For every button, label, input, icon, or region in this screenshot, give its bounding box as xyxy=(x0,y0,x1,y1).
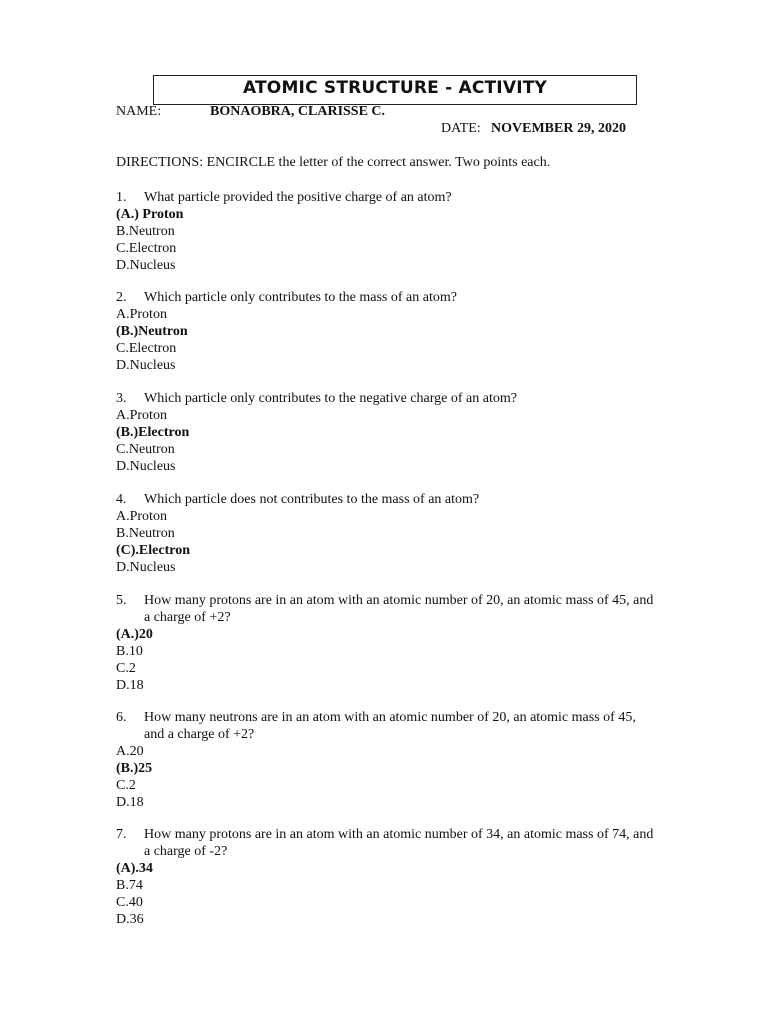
option-d[interactable]: D.Nucleus xyxy=(116,459,176,474)
option-c[interactable]: C.Neutron xyxy=(116,442,175,457)
option-a[interactable]: A.Proton xyxy=(116,509,167,524)
question-text: Which particle does not contributes to the mass of an atom? xyxy=(144,492,480,507)
option-c[interactable]: C.40 xyxy=(116,895,143,910)
option-d[interactable]: D.18 xyxy=(116,678,144,693)
question-text: How many protons are in an atom with an atomic number of 20, an atomic mass of 45, and a charge of +2? xyxy=(144,593,654,625)
option-b[interactable]: B.Neutron xyxy=(116,224,175,239)
question-3 xyxy=(116,390,656,475)
name-value: BONAOBRA, CLARISSE C. xyxy=(210,104,386,119)
date-label: DATE: xyxy=(441,121,481,136)
option-d[interactable]: D.36 xyxy=(116,912,144,927)
question-text: Which particle only contributes to the negative charge of an atom? xyxy=(144,391,517,406)
directions-text: DIRECTIONS: ENCIRCLE the letter of the correct answer. Two points each. xyxy=(116,155,551,170)
question-number: 6. xyxy=(116,710,127,725)
option-a-correct[interactable]: (A.)20 xyxy=(116,627,153,642)
option-a[interactable]: A.Proton xyxy=(116,408,167,423)
option-c[interactable]: C.2 xyxy=(116,778,136,793)
option-b[interactable]: B.Neutron xyxy=(116,526,175,541)
date-value: NOVEMBER 29, 2020 xyxy=(491,121,626,136)
question-number: 2. xyxy=(116,290,127,305)
option-b[interactable]: B.74 xyxy=(116,878,143,893)
option-c-correct[interactable]: (C).Electron xyxy=(116,543,190,558)
option-d[interactable]: D.Nucleus xyxy=(116,560,176,575)
option-d[interactable]: D.18 xyxy=(116,795,144,810)
question-4 xyxy=(116,491,656,576)
question-text: How many neutrons are in an atom with an atomic number of 20, an atomic mass of 45, and a charge of +2? xyxy=(144,710,636,742)
option-b[interactable]: B.10 xyxy=(116,644,143,659)
question-2 xyxy=(116,289,656,374)
question-number: 3. xyxy=(116,391,127,406)
option-d[interactable]: D.Nucleus xyxy=(116,258,176,273)
option-a[interactable]: A.Proton xyxy=(116,307,167,322)
question-6 xyxy=(116,709,656,811)
option-b-correct[interactable]: (B.)25 xyxy=(116,761,153,776)
question-number: 5. xyxy=(116,593,127,608)
question-number: 7. xyxy=(116,827,127,842)
option-c[interactable]: C.Electron xyxy=(116,241,177,256)
option-b-correct[interactable]: (B.)Neutron xyxy=(116,324,188,339)
option-a[interactable]: A.20 xyxy=(116,744,144,759)
question-text: How many protons are in an atom with an atomic number of 34, an atomic mass of 74, and a charge of -2? xyxy=(144,827,654,859)
option-a-correct[interactable]: (A.) Proton xyxy=(116,207,184,222)
name-label: NAME: xyxy=(116,104,162,119)
question-text: What particle provided the positive charge of an atom? xyxy=(144,190,452,205)
option-d[interactable]: D.Nucleus xyxy=(116,358,176,373)
option-b-correct[interactable]: (B.)Electron xyxy=(116,425,190,440)
option-c[interactable]: C.2 xyxy=(116,661,136,676)
title-box xyxy=(153,75,637,105)
question-1 xyxy=(116,189,656,274)
question-number: 4. xyxy=(116,492,127,507)
option-c[interactable]: C.Electron xyxy=(116,341,177,356)
question-5 xyxy=(116,592,656,694)
question-text: Which particle only contributes to the mass of an atom? xyxy=(144,290,457,305)
page-title: ATOMIC STRUCTURE - ACTIVITY xyxy=(242,78,548,98)
question-7 xyxy=(116,826,656,928)
question-number: 1. xyxy=(116,190,127,205)
option-a-correct[interactable]: (A).34 xyxy=(116,861,153,876)
